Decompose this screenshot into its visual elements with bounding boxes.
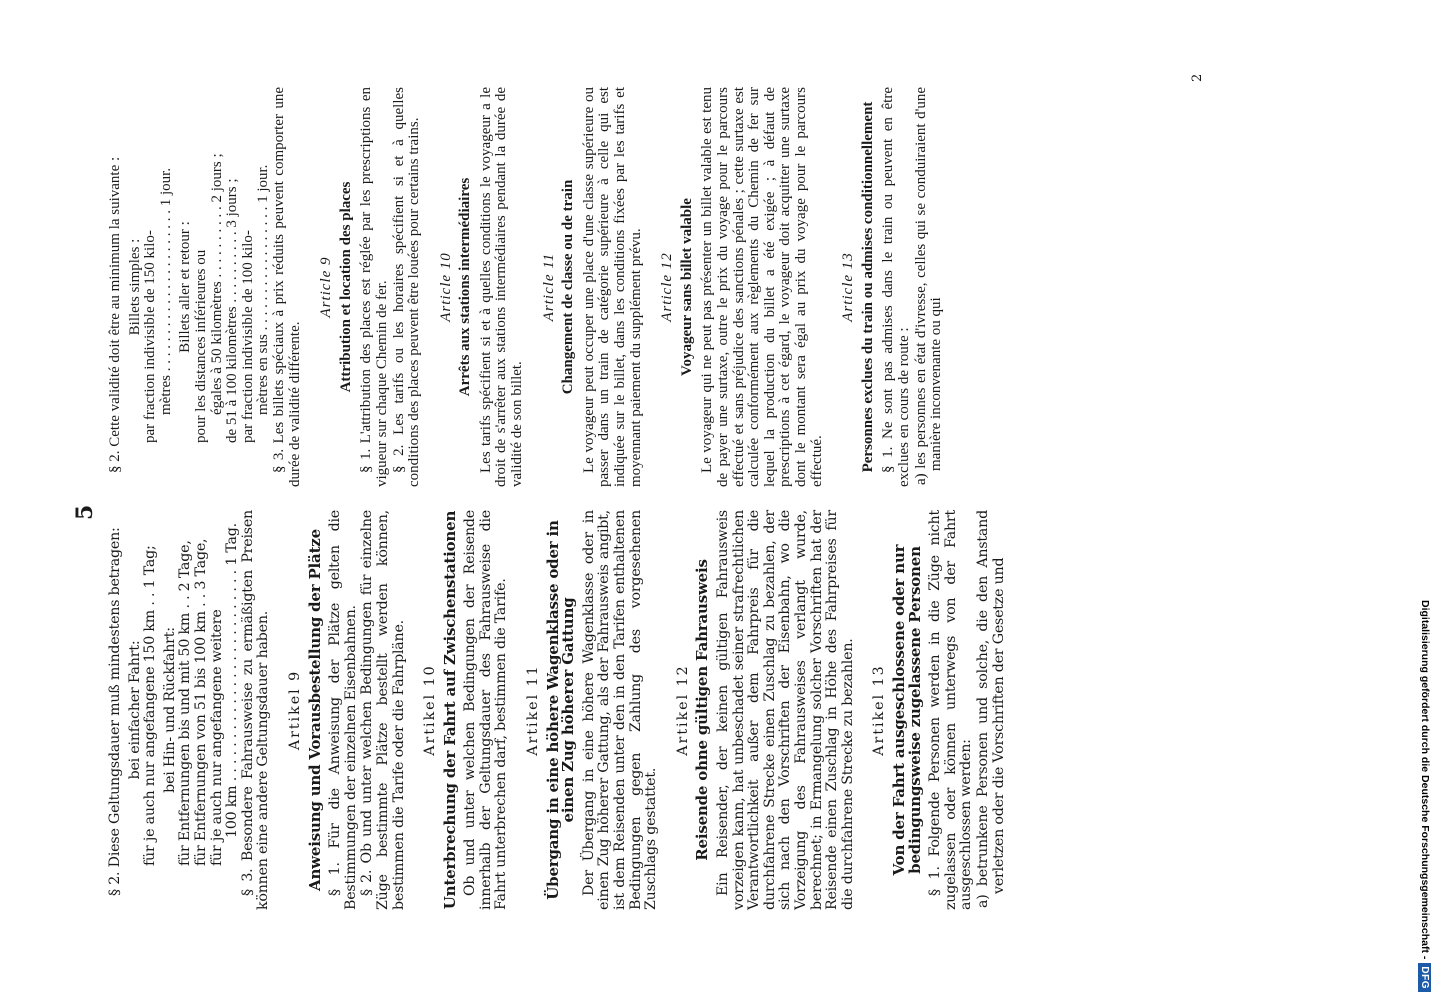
fr-article-12-heading: Voyageur sans billet valable	[678, 198, 695, 376]
fr-simple-line: par fraction indivisible de 150 kilo-	[142, 230, 159, 443]
fr-p3: § 3. Les billets spéciaux à prix réduits peuvent comporter une durée de validité différente.	[270, 87, 303, 487]
de-return-line: 100 km . . . . . . . . . . . . . . . . . . . . . . . . . 1 Tag.	[224, 523, 241, 838]
fr-article-11-label: Article 11	[540, 252, 557, 322]
fr-article-9-heading: Attribution et location des places	[337, 181, 354, 393]
digitization-credit	[1416, 8, 1434, 992]
de-article-13-label: Artikel 13	[871, 664, 888, 756]
fr-article-10-label: Article 10	[437, 252, 454, 322]
fr-article-13-heading: Personnes exclues du train ou admises conditionnellement	[859, 101, 876, 473]
de-article-11-heading: Übergang in eine höhere Wagenklasse oder in einen Zug höherer Gattung	[543, 520, 578, 900]
fr-article-11-heading: Changement de classe ou de train	[560, 179, 577, 395]
credit-text: Digitalisierung gefördert durch die Deutsche Forschungsgemeinschaft -	[1419, 600, 1431, 960]
de-return-line: für Entfernungen bis und mit 50 km . . 2 Tage,	[177, 540, 194, 866]
de-article-10-label: Artikel 10	[422, 664, 439, 756]
fr-article-10-heading: Arrêts aux stations intermédiaires	[457, 177, 474, 397]
de-article-10-text: Ob und unter welchen Bedingungen der Reisende innerhalb der Geltungsdauer des Fahrausweise die Fahrt unterbrechen darf, bestimmen die Tarife.	[462, 510, 510, 910]
de-article-11-text: Der Übergang in eine höhere Wagenklasse oder in einen Zug höherer Gattung, als der Fahrausweis angibt, ist dem Reisenden unter den in den Tarifen enthaltenen Bedingungen gegen Zahlung des vorgesehenen Zuschlags gestattet.	[580, 510, 660, 910]
de-article-13-p1: § 1. Folgende Personen werden in die Züge nicht zugelassen oder können unterwegs von der Fahrt ausgeschlossen werden:	[927, 510, 975, 910]
dfg-logo: DFG	[1419, 963, 1432, 992]
de-article-9-p1: § 1. Für die Anweisung der Plätze gelten die Bestimmungen der einzelnen Eisenbahnen.	[327, 510, 359, 910]
de-article-10-heading: Unterbrechung der Fahrt auf Zwischenstationen	[440, 510, 459, 910]
fr-return-line: de 51 à 100 kilomètres . . . . . . . . . . 3 jours ;	[224, 178, 241, 443]
fr-article-13-p1: § 1. Ne sont pas admises dans le train ou peuvent en être exclues en cours de route :	[880, 87, 912, 487]
fr-article-13-item-a: a) les personnes en état d'ivresse, celles qui se conduiraient d'une manière inconvenante ou qui	[912, 87, 945, 485]
fr-p2-intro: § 2. Cette validité doit être au minimum la suivante :	[107, 156, 123, 473]
de-simple-line: für je auch nur angefangene 150 km . . 1 Tag;	[142, 545, 159, 866]
de-article-9-p2: § 2. Ob und unter welchen Bedingungen für einzelne Züge bestimmte Plätze bestellt werden können, bestimmen die Tarife oder die Fahrpläne.	[359, 510, 407, 910]
fr-return-line: pour les distances inférieures ou	[192, 249, 209, 443]
de-article-12-label: Artikel 12	[674, 664, 691, 756]
fr-article-12-label: Article 12	[659, 252, 676, 322]
de-article-13-item-a: a) betrunkene Personen und solche, die den Anstand verletzen oder die Vorschriften der Gesetze und	[974, 510, 1007, 908]
german-column	[108, 510, 1238, 910]
fr-article-9-p1: § 1. L'attribution des places est réglée par les prescriptions en vigueur sur chaque Chemin de fer.	[358, 87, 390, 487]
fr-return-line: par fraction indivisible de 100 kilo-	[239, 230, 256, 443]
page-number: 5	[72, 504, 98, 520]
de-article-12-heading: Reisende ohne gültigen Fahrausweis	[693, 559, 712, 861]
de-p3: § 3. Besondere Fahrausweise zu ermäßigten Preisen können eine andere Geltungsdauer haben.	[239, 510, 272, 910]
de-p2-intro: § 2. Diese Geltungsdauer muß mindestens betragen:	[107, 527, 123, 896]
de-article-9-label: Artikel 9	[286, 669, 303, 751]
fr-return-head: Billets aller et retour :	[177, 221, 194, 353]
de-simple-head: bei einfacher Fahrt:	[126, 640, 143, 780]
de-article-9-heading: Anweisung und Vorausbestellung der Plätze	[305, 529, 324, 891]
fr-simple-head: Billets simples :	[126, 238, 143, 336]
fr-article-12-text: Le voyageur qui ne peut pas présenter un billet valable est tenu de payer une surtaxe, outre le prix du voyage pour le parcours effectué et sans préjudice des sanctions pénales ; cette surtaxe est calculée conformément aux règlements du Chemin de fer sur lequel la production du billet a été exigée ; à défaut de prescriptions à cet égard, le voyageur doit acquitter une surtaxe dont le montant sera égal au prix du voyage pour le parcours effectué.	[699, 87, 825, 487]
fr-article-9-p2: § 2. Les tarifs ou les horaires spécifient si et à quelles conditions des places peuvent être louées pour certains trains.	[390, 87, 423, 487]
fr-simple-line: mètres . . . . . . . . . . . . . . . . . . . . . . 1 jour.	[157, 167, 174, 415]
fr-article-10-text: Les tarifs spécifient si et à quelles conditions le voyageur a le droit de s'arrêter aux stations intermédiaires pendant la durée de validité de son billet.	[477, 87, 526, 487]
fr-article-13-label: Article 13	[840, 252, 857, 322]
fr-return-line: mètres en sus . . . . . . . . . . . . . . . . . 1 jour.	[255, 164, 272, 415]
de-return-line: für Entfernungen von 51 bis 100 km . . 3 Tage,	[192, 538, 209, 866]
de-article-13-heading: Von der Fahrt ausgeschlossene oder nur bedingungsweise zugelassene Personen	[889, 544, 924, 876]
de-return-line: für je auch nur angefangene weitere	[208, 609, 225, 866]
de-return-head: bei Hin- und Rückfahrt:	[161, 627, 178, 793]
de-article-11-label: Artikel 11	[525, 664, 542, 756]
fr-article-9-label: Article 9	[318, 256, 335, 318]
fr-return-line: égales à 50 kilomètres . . . . . . . . . . 2 jours ;	[208, 153, 225, 415]
fr-article-11-text: Le voyageur peut occuper une place d'une classe supérieure ou passer dans un train de catégorie supérieure à celle qui est indiquée sur le billet, dans les conditions fixées par les tarifs et moyennant paiement du supplément prévu.	[580, 87, 644, 487]
signature-mark: 2	[1190, 73, 1205, 82]
french-column	[108, 87, 1238, 487]
de-article-12-text: Ein Reisender, der keinen gültigen Fahrausweis vorzeigen kann, hat unbeschadet seiner strafrechtlichen Verantwortlichkeit außer dem Fahrpreis für die durchfahrene Strecke einen Zuschlag zu bezahlen, der sich nach den Vorschriften der Eisenbahn, wo die Vorzeigung des Fahrausweises verlangt wurde, berechnet; in Ermangelung solcher Vorschriften hat der Reisende einen Zuschlag in Höhe des Fahrpreises für die durchfahrene Strecke zu bezahlen.	[715, 510, 856, 910]
